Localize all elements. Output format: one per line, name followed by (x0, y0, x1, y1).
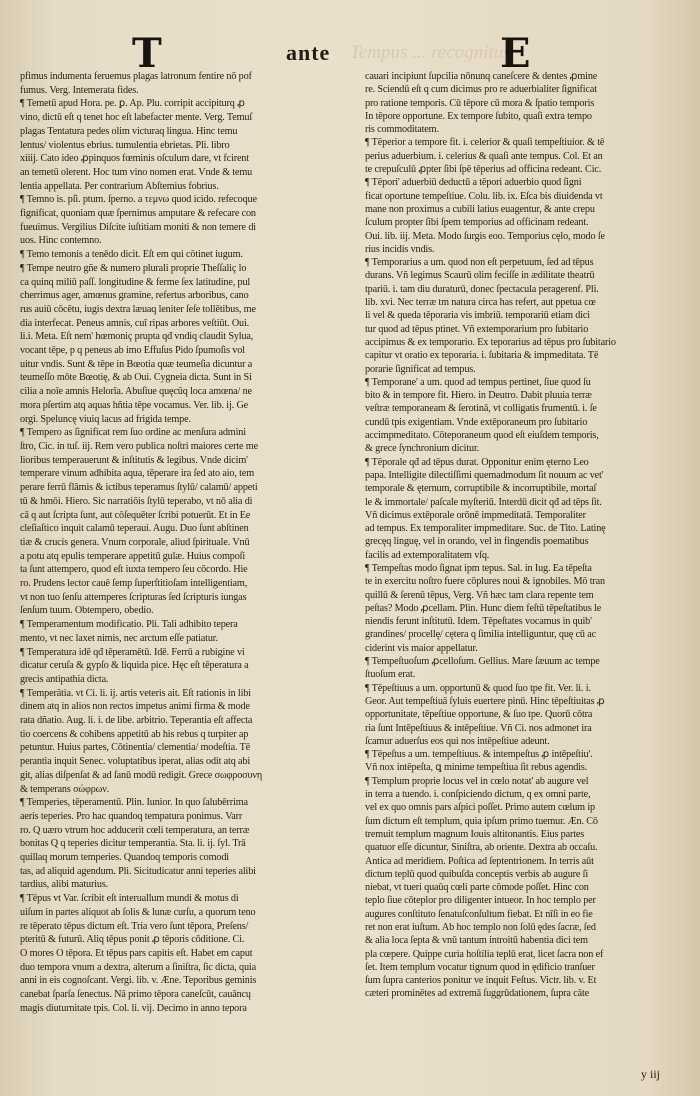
text-line: temporale & ęternum, corruptibile & incorruptibile, mortaſ (365, 483, 597, 495)
text-line: pfimus indumenta feruemus plagas latronum fentire nō pof (20, 71, 252, 82)
text-line: rus auiū cōcētu, iugis dextra læuaq leniter ſeſe tollētibus, me (20, 303, 256, 315)
text-line: re. Sciendū eſt q cum dicimus pro re aduerbialiter ſignificat (365, 84, 597, 96)
text-line: ¶ Tempeſtas modo ſignat ipm tepus. Sal. in Iug. Ea tēpeſta (365, 562, 592, 574)
text-line: ro. Q uæro vtrum hoc adducerit cœli temperatura, an terræ (20, 824, 250, 836)
text-line: teplo ſiue cōteplor pro diligenter intueor. In hoc templo per (365, 895, 596, 907)
folio-signature: y iij (640, 1067, 660, 1081)
text-line: grecis antipathia dicta. (20, 673, 109, 685)
text-line: Vñ dicimus extēporale orōnē impmeditatā. Temporaliter (365, 509, 586, 521)
text-line: cilia a noīe amnis Helorīa. Abuſiue quęcūq loca amœna/ ne (20, 386, 252, 398)
text-line: lentia appellata. Per contrarium Abſtemius fobrius. (20, 180, 219, 192)
text-line: & grece ſynchronium dicitur. (365, 443, 480, 455)
text-line: vel ex quo omnis pars aſpici poſſet. Primo autem cœlum ip (365, 802, 595, 814)
text-line: ¶ Tēpori' aduerbiū deductū a tēpori aduerbio quod ſigni (365, 177, 582, 189)
text-line: ¶ Tēpeſtiuus a um. opportunū & quod ſuo tpe fit. Ver. li. i. (365, 682, 591, 694)
text-line: papa. Intelligite dilectiſſimi quemadmodum ſit nouum ac vet' (365, 469, 604, 481)
text-line: ficat oportune tempeſtiue. Colu. lib. ix. Eſca bis diuidenda vt (365, 190, 603, 202)
text-line: perare ferrū flāmis & ictibus teperamus ſtylū/ calamū/ appeti (20, 482, 258, 494)
text-line: quillaq morum temperies. Quandoq temporis comodi (20, 852, 229, 864)
text-line: ris commoditatem. (365, 124, 439, 136)
text-line: pro ratione temporis. Cū tēpore cū mora & ſpatio temporis (365, 97, 595, 109)
text-line: ¶ Temperatura idē qđ tēperamētū. Idē. Ferrū a rubigine vi (20, 646, 245, 658)
text-line: peſtas? Modo ꝓcellam. Plin. Hunc diem feſtū tēpeſtatibus le (365, 602, 602, 614)
text-line: dia interfecat. Peneus amnis, cuī ripas arbores veſtiūt. Oui. (20, 317, 250, 329)
text-line: lioribus temperauerunt & inſtitutis & legibus. Vnde dicim' (20, 454, 248, 466)
text-line: ¶ Temporarius a um. quod non eſt perpetuum, ſed ad tēpus (365, 257, 594, 269)
right-column (365, 70, 680, 1080)
text-line: Geor. Aut tempeſtiuā ſyluis euertere pinū. Hinc tēpeſtiuitas ꝓ (365, 695, 605, 707)
text-line: cleſiaſtico inquit calamū teperaui. Augu. Duo ſunt abſtinen (20, 523, 249, 535)
text-line: tur quod ad tēpus ptinet. Vñ extemporarium pro ſubitario (365, 323, 589, 335)
text-line: temperare vinum adhibita aqua, tēperare ira ſed ato aio, tem (20, 468, 254, 480)
text-line: mane non proximus a cubili latius euagentur, & ante crepu (365, 203, 595, 215)
text-line: ro. Prudens lector cauē ſemp ſuperſtitioſam intelligentiam, (20, 578, 248, 590)
text-line: te in exercitu noſtro fuere cōplures noui & ignobiles. Mō tran (365, 576, 605, 588)
text-line: vt non tuo ſenſu attemperes ſcripturas ſed ſcripturis iungas (20, 591, 247, 603)
text-line: ¶ Templum proprie locus vel in cœlo notat' ab augure vel (365, 775, 589, 787)
text-line: uitur vndis. Sunt & tēpe in Bœotia quæ teumeſia dicuntur a (20, 358, 253, 370)
text-line: te crepuſculū ꝓpter ſibi ſpē tēperius ad officina redeant. Cic. (365, 164, 602, 176)
text-line: plagas Tentatura pedes olim victuraq lingua. Hinc temu (20, 125, 238, 137)
text-line: ¶ Tēpus vt Var. ſcribit eſt interuallum mundi & motus di (20, 893, 239, 905)
text-line: porarie ſignificat ad tempus. (365, 363, 476, 375)
text-line: ¶ Temporane' a um. quod ad tempus pertinet, ſiue quod ſu (365, 376, 591, 388)
initial-letter-right: E (500, 30, 531, 77)
text-line: ¶ Temperies, tēperamentū. Plin. Iunior. In quo ſalubērrima (20, 797, 248, 809)
text-line: opportunitate, tēpeſtiue opportune, & ſuo tpe. Quorū cōtra (365, 709, 593, 721)
text-line: an temetū olerent. Hoc tum vino nomen erat. Vnde & temu (20, 166, 253, 178)
text-line: ſum dictum eſt templum, quia ipſum primo tuemur. Æn. Cō (365, 815, 598, 827)
text-line: tremuit templum magnum Iouis altitonantis. Eius partes (365, 828, 585, 840)
text-line: ta ſunt attempero, quod eſt iuxta tempero ſeu cōcordo. Hie (20, 564, 248, 576)
text-line: git, alias diſpenſat & ad ſanū modū redigit. Grece σωφροσυνη (20, 769, 263, 781)
text-line: vocant tēpe, p q peneus ab imo Effuſus Pido ſpumoſis vol (20, 345, 245, 357)
text-line: ¶ Temperamentum modificatio. Pli. Tali adhibito tepera (20, 619, 238, 631)
text-line: pla cœpere. Quippe curia hoſtilia teplū erat, licet ſacra non ef (365, 948, 604, 960)
text-line: perantia inquit Senec. voluptatibus iperat, alias odit atq abi (20, 756, 251, 768)
text-line: li vel & queda tēporaria vis imbriū. temporariū etiam dici (365, 310, 590, 322)
text-line: pteritū & futurū. Aliq tēpus ponit ꝓ tēporis cōditione. Ci. (20, 934, 245, 946)
text-line: durans. Vñ legimus Scaurū olim feciſſe in ædilitate theatrū (365, 270, 595, 282)
text-line: uos. Hinc contemno. (20, 235, 102, 247)
text-line: niebat, vt tueri quaūq cœli parte cōmode poſſet. Hinc con (365, 882, 589, 894)
text-line: magis diuturnitate tpis. Col. li. vij. Decimo in anno tepora (20, 1002, 247, 1014)
text-line: bito & in tempore fit. Hiero. in Deutro. Dabit pluuia terræ (365, 390, 592, 402)
text-line: anni in eis cognoſcant. Vergi. lib. v. Æne. Teporibus geminis (20, 975, 257, 987)
text-line: & temperans σώφρων. (20, 783, 110, 795)
text-line: ciderint vis maior appellatur. (365, 642, 478, 654)
text-line: tiæ & crucis genera. Vnum corporale, aliud ſpirituale. Vnū (20, 536, 250, 548)
text-line: uiſum in partes aliquot ab ſolis & lunæ curſu, a quorum teno (20, 906, 256, 918)
text-line: Oui. lib. iij. Meta. Modo ſurgis eoo. Temporius cęlo, modo ſe (365, 230, 605, 242)
text-line: bonitas Q q teperies dicitur temperantia. Sta. li. ij. ſyl. Trā (20, 838, 246, 850)
text-line: ¶ Temo temonis a tenēdo dicit. Eſt em qui cōtinet iugum. (20, 249, 243, 261)
text-line: augures conſtituto ſenatuſconſultum fiebat. Et nīſi in eo fie (365, 908, 593, 920)
text-line: ¶ Tēperior a tempore fit. i. celerior & quaſi tempeſtiuior. & tē (365, 137, 605, 149)
text-line: orgi. Speluncę viuiq lacus ad frigida tempe. (20, 413, 191, 425)
text-line: in terra a tuendo. i. conſpiciendo dictum, q ex omni parte, (365, 789, 591, 801)
text-line: ¶ Temetū apud Hora. pe. ꝑ. Ap. Plu. corripit accipiturq ꝓ (20, 98, 245, 110)
text-line: tpariū. i. tam diu duraturū, donec ſpectacula peragerenf. Pli. (365, 283, 599, 295)
text-line: veſtræ temporaneam & ſerotinā, vt colligatis frumentū. i. ſe (365, 403, 597, 415)
text-line: a potu atq epulis temperare appetitū gulæ. Huius compoſi (20, 550, 246, 562)
text-line: tū & hmōi. Hiero. Sic narratiōis ſtylū teperabo, vt nō alia di (20, 495, 253, 507)
text-line: ſtro, Cic. in tuſ. iij. Rem vero publica noſtri maiores certe me (20, 440, 258, 452)
text-line: grandines/ procellę/ cętera q ſimilia intelliguntur, quę cū ac (365, 629, 597, 641)
text-columns (20, 70, 680, 1080)
text-line: mora pſertim atq aquas hñtia tēpe vocamus. Ver. lib. ij. Ge (20, 399, 249, 411)
initial-letter-left: T (132, 30, 162, 77)
bleed-through-text: Tempus ... recognitus (350, 42, 511, 63)
left-column (20, 70, 335, 1080)
text-line: dinem atq in alios non rectos impetus animi firma & mode (20, 701, 250, 713)
text-line: cæteri prominētes ad extremā ſuggrūdationem, ſupra cāte (365, 988, 589, 1000)
text-line: le & immortale/ paſcale myſteriū. Interdū dicit qđ ad tēps ſit. (365, 496, 602, 508)
running-head: ante (286, 40, 331, 65)
text-line: re tēperato tēpus dictum eſt. Tria vero ſunt tēpora, Preſens/ (20, 920, 249, 932)
text-line: ¶ Tempero as ſignificat rem ſuo ordine ac menſura admini (20, 427, 246, 439)
text-line: rata dñatio. Aug. li. i. de libe. arbitrio. Teperantia eſt affecta (20, 715, 253, 727)
text-line: duo tempora vnum a dextra, alterum a ſiniſtra, ſic dicta, quia (20, 961, 256, 973)
text-line: aeris teperies. Pro hac quandoq tempatura ponimus. Varr (20, 810, 243, 822)
text-line: ſet. Item templum vocatur tignum quod in ędificio tranſuer (365, 961, 595, 973)
text-line: ret non erat iuſtum. Ab hoc templo non ſolū ędes ſacræ, ſed (365, 922, 596, 933)
text-line: ſenſum tuum. Obtempero, obedio. (20, 605, 154, 617)
text-line: cauari incipiunt ſupcilia nōnunq caneſcere & dentes ꝓmine (365, 71, 598, 82)
text-line: ria ſunt Intēpeſtiuus & intēpeſtiue. Vñ Ci. nos admonet ira (365, 722, 592, 734)
text-line: canebat ſparſa ſenectus. Nā primo tēpora caneſcūt, cauāncų (20, 989, 251, 1001)
text-line: ¶ Tēporale qđ ad tēpus durat. Opponitur enim ęterno Leo (365, 456, 589, 468)
text-line: In tēpore opportune. Ex tempore ſubito, quaſi extra tempo (365, 110, 592, 122)
text-line: niendis ferunt inſtitutū. Idem. Tēpeſtates vocamus in quib' (365, 616, 592, 628)
text-line: ſtuoſum erat. (365, 669, 416, 681)
text-line: ſculum propter ſibi ſpem temporius ad officinam redeant. (365, 217, 589, 229)
text-line: ¶ Temno is. pſi. ptum. ſperno. a τεμνω quod icido. refecoque (20, 194, 257, 206)
text-line: ¶ Tempe neutro gñe & numero plurali proprie Theſſaliç lo (20, 262, 247, 274)
text-line: Antica ad meridiem. Poſtica ad ſeptentrionem. In terris aūt (365, 855, 594, 867)
text-line: tio coercens & cohibens appetitū ab his rebus q turpiter ap (20, 728, 249, 740)
text-line: Vñ nox intēpeſta, ꝗ minime tempeſtiua ſit rebus agendis. (365, 762, 588, 774)
text-line: fignificat, quoniam quæ ſpernimus amputare & refecare con (20, 208, 256, 220)
text-line: quillū & ſerenū tēpus, Verg. Vñ hæc tam clara repente tem (365, 589, 594, 601)
text-line: cherrimus ager, amœnus gramine, refertus arboribus, cano (20, 290, 249, 302)
text-line: grecęq linguę, vel in orando, vel in fingendis poematibus (365, 536, 589, 548)
text-line: li.i. Meta. Eſt nem' hœmoniç prupta qđ vndiq claudit Sylua, (20, 331, 254, 343)
text-line: ſum ſupra canterios ponitur ve inquit Feſtus. Victr. lib. v. Et (365, 975, 597, 987)
text-line: fueuimus. Vergilius Diſcite iuſtitiam moniti & non temere di (20, 221, 256, 233)
text-line: ¶ Tempeſtuoſum ꝓcelloſum. Gellius. Mare ſæuum ac tempe (365, 656, 600, 668)
text-line: cā q aut ſcripta ſunt, aut cōſequēter ſcribi potuerūt. Et in Ee (20, 509, 251, 521)
text-line: perius aduerbium. i. celerius & quaſi ante tempus. Col. Et an (365, 150, 603, 162)
text-line: ¶ Tēpeſtus a um. tempeſtiuus. & intempeſtus ꝓ intēpeſtiu'. (365, 749, 593, 761)
text-line: fumus. Verg. Intemerata fides. (20, 84, 139, 96)
text-line: petuntur. Huius partes, Cōtinentia/ clementia/ modeſtia. Tē (20, 742, 251, 754)
text-line: xiiij. Cato ideo ꝓpinquos fœminis oſculum dare, vt fcirent (20, 153, 249, 165)
text-line: cundū tpis exigentiam. Vnde extēporaneum pro ſubitario (365, 416, 588, 428)
text-line: facilis ad extemporalitatem vſq. (365, 549, 490, 561)
text-line: tardius, alibi maturius. (20, 879, 109, 891)
text-line: lentus/ violentus ebrius. tumulentia ebrietas. Pli. libro (20, 139, 230, 151)
text-line: ad tempus. Ex temporaliter impmeditare. Suc. de Tito. Latinę (365, 523, 606, 535)
text-line: lib. xvi. Nec terræ tm natura circa has refert, aut ppetua cœ (365, 297, 596, 309)
text-line: & alia loca ſepta & vnū tantum introitū habentia dici tem (365, 935, 588, 947)
text-line: rius incidis vndis. (365, 243, 435, 255)
text-line: quatuor eſſe dicuntur, Siniſtra, ab oriente. Dextra ab occaſu. (365, 842, 598, 854)
text-line: ¶ Temperātia. vt Ci. li. ij. artis veteris ait. Eſt rationis in libi (20, 687, 251, 699)
text-line: accimpmeditato. Cōteporaneum quod eſt eiuſdem temporis, (365, 430, 599, 442)
text-line: teumeſſo mōte Bœotię, & ab Oui. Cygneia dicta. Sunt in Si (20, 372, 252, 384)
text-line: dicatur ceruſa & gypſo & liquida pice. Hęc eſt tēperatura a (20, 660, 249, 672)
text-line: ca quinq miliū paſſ. longitudine & ferme ſex latitudine, pul (20, 276, 251, 288)
text-line: tas, ad aliquid agendum. Pli. Sicitudicatur anni teperies alibi (20, 865, 256, 877)
text-line: accipimus & ex temporario. Ex teporarius ad tēpus pro ſubitario (365, 336, 616, 348)
text-line: O mores O tēpora. Et tēpus pars capitis eſt. Habet em caput (20, 948, 253, 959)
text-line: capitur vt oratio ex teporaria. i. ſubitaria & impmeditata. Tē (365, 350, 599, 362)
text-line: ſcamur aduerſus eos qui nos intēpeſtiue adeunt. (365, 735, 550, 747)
text-line: vino, dictū eſt q tenet hoc eſt labefacter mente. Verg. Temuſ (20, 112, 253, 124)
text-line: mento, vt nec laxet nimis, nec arctum eſſe patiatur. (20, 632, 218, 644)
text-line: dictum teplū quod quibuſda conceptis verbis ab augure ſi (365, 868, 589, 880)
